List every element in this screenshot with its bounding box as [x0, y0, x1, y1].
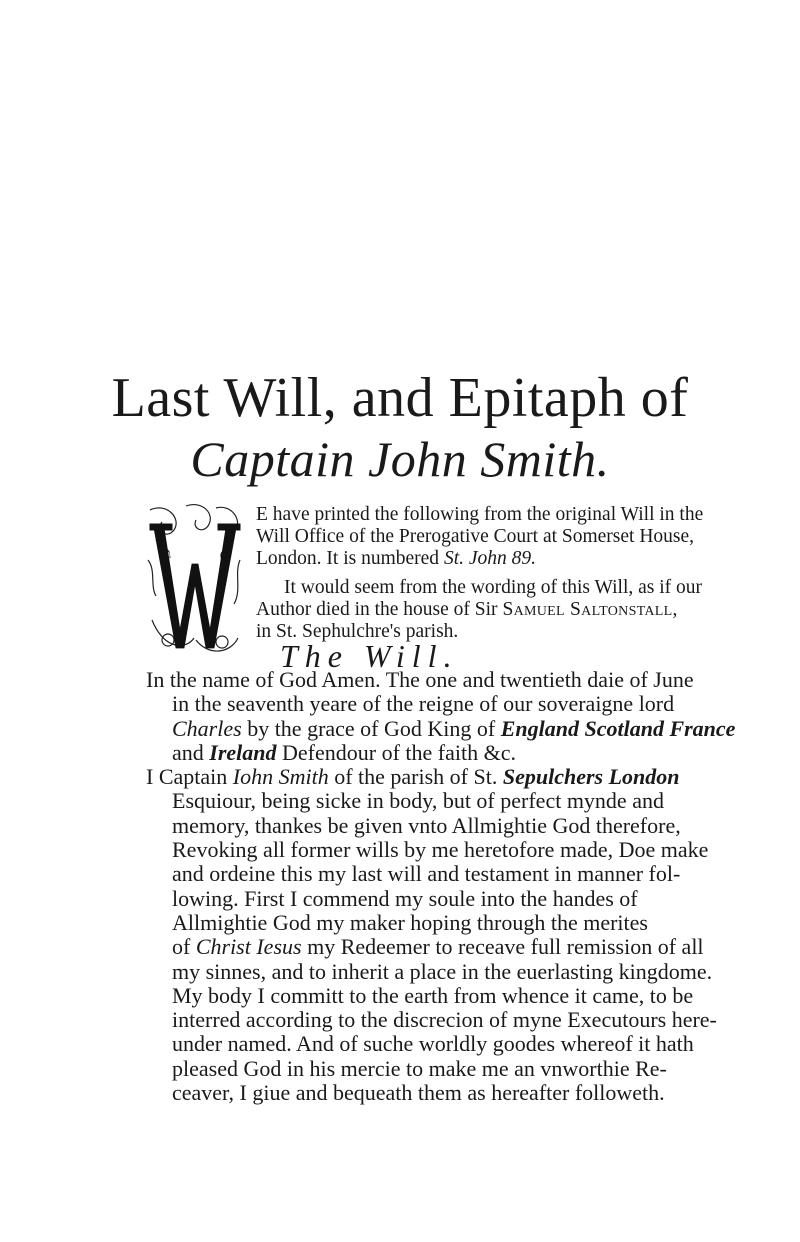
text-span: of the parish of St.	[328, 764, 503, 790]
place-name: Sepulchers London	[502, 764, 680, 790]
text-line	[172, 741, 752, 765]
text-line: Esquiour, being sicke in body, but of perfect mynde and	[172, 788, 664, 814]
intro-line: It would seem from the wording of this Will, as if our	[284, 577, 703, 598]
name-christ: Christ Iesus	[195, 934, 302, 960]
text-line: and ordeine this my last will and testament in manner fol-	[172, 861, 681, 887]
intro-line	[256, 548, 736, 570]
will-body	[146, 667, 752, 1106]
text-span: Defendour of the faith &c.	[276, 739, 516, 765]
intro-line	[256, 599, 736, 621]
text-span: I Captain	[146, 764, 233, 790]
intro-line: in St. Sephulchre's parish.	[256, 621, 459, 642]
text-line: lowing. First I commend my soule into the handes of	[172, 885, 638, 911]
text-line: In the name of God Amen. The one and twentieth daie of June	[146, 667, 694, 692]
text-line: Allmightie God my maker hoping through the merites	[172, 909, 648, 935]
person-name: Samuel Saltonstall,	[502, 599, 678, 620]
intro-text: London. It is numbered	[256, 548, 440, 569]
text-line	[172, 717, 752, 741]
intro-paragraph-2	[256, 577, 736, 643]
page-title: Last Will, and Epitaph of	[111, 367, 689, 429]
name-charles: Charles	[172, 715, 242, 741]
text-span: and	[172, 739, 210, 765]
text-line: My body I committ to the earth from whence it came, to be	[172, 982, 694, 1008]
kingdom-ireland: Ireland	[209, 739, 277, 765]
intro-text: Author died in the house of Sir	[256, 599, 503, 620]
text-span: of	[172, 934, 196, 960]
will-paragraph-1	[146, 667, 752, 765]
text-line: ceaver, I giue and bequeath them as hereafter followeth.	[172, 1080, 665, 1106]
text-line: pleased God in his mercie to make me an vnworthie Re-	[172, 1055, 667, 1081]
text-line	[172, 935, 752, 959]
text-line: in the seaventh yeare of the reigne of our soveraigne lord	[172, 691, 675, 717]
kingdoms: England Scotland France	[500, 715, 736, 741]
section-heading: The Will.	[280, 638, 459, 674]
name-john-smith: Iohn Smith	[232, 764, 329, 790]
text-line	[146, 765, 752, 789]
intro-line: Will Office of the Prerogative Court at Somerset House,	[256, 526, 695, 547]
will-paragraph-2	[146, 764, 752, 1106]
will-reference: St. John 89.	[443, 548, 537, 569]
intro-line: E have printed the following from the original Will in the	[256, 504, 704, 525]
ornamental-w-dropcap-icon	[146, 500, 244, 660]
text-line: Revoking all former wills by me heretofore made, Doe make	[172, 837, 709, 863]
text-line: interred according to the discrecion of myne Executours here-	[172, 1007, 717, 1033]
intro-paragraph-1	[256, 504, 736, 570]
text-span: by the grace of God King of	[241, 715, 501, 741]
text-line: memory, thankes be given vnto Allmightie God therefore,	[172, 812, 681, 838]
text-line: my sinnes, and to inherit a place in the euerlasting kingdome.	[172, 958, 713, 984]
page-subtitle: Captain John Smith.	[190, 431, 610, 487]
text-line: under named. And of suche worldly goodes whereof it hath	[172, 1031, 694, 1057]
text-span: my Redeemer to receave full remission of all	[301, 934, 704, 960]
